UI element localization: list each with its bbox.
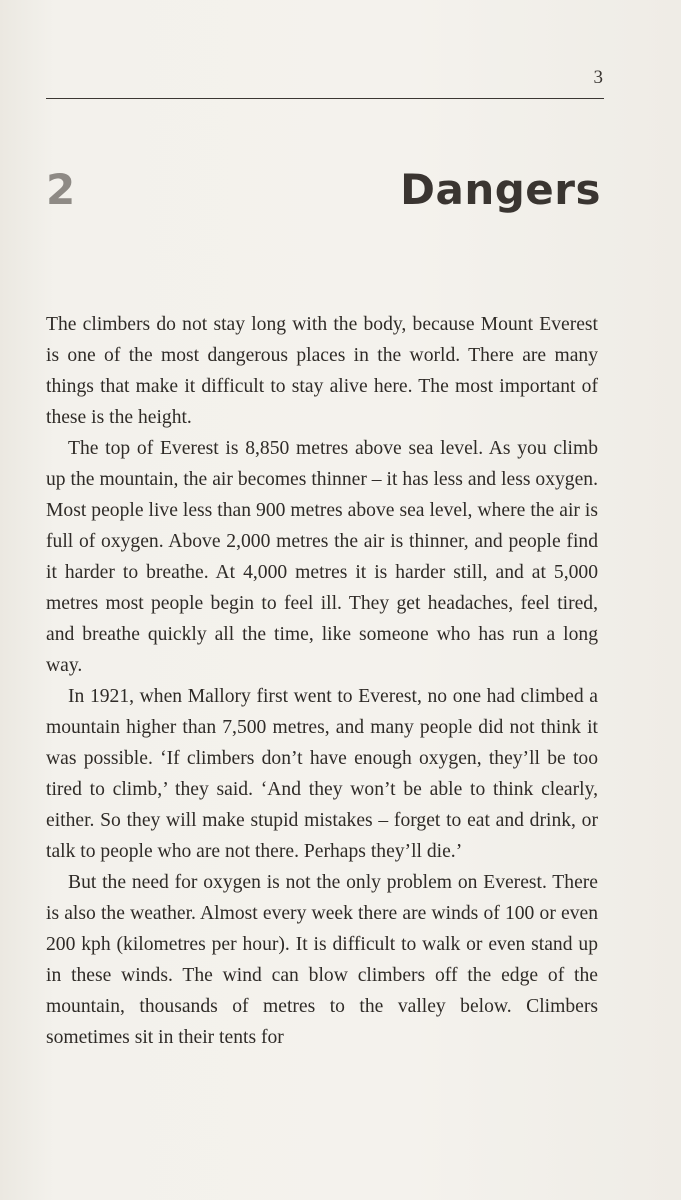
chapter-number: 2 <box>46 165 76 214</box>
paragraph-2: The top of Everest is 8,850 metres above sea level. As you climb up the mountain, the air becomes thinner – it has less and less oxygen. Most people live less than 900 metres above sea level, where the air is full of oxygen. Above 2,000 metres the air is thinner, and people find it harder to breathe. At 4,000 metres it is harder still, and at 5,000 metres most people begin to feel ill. They get headaches, feel tired, and breathe quickly all the time, like someone who has run a long way. <box>46 438 598 676</box>
chapter-title: Dangers <box>400 165 601 214</box>
page-number: 3 <box>593 67 603 88</box>
paragraph-1: The climbers do not stay long with the body, because Mount Everest is one of the most dangerous places in the world. There are many things that make it difficult to stay alive here. The most important of these is the height. <box>46 314 598 428</box>
chapter-body <box>46 309 598 1053</box>
paragraph-4: But the need for oxygen is not the only problem on Everest. There is also the weather. Almost every week there are winds of 100 or even 200 kph (kilometres per hour). It is difficult to walk or even stand up in these winds. The wind can blow climbers off the edge of the mountain, thousands of metres to the valley below. Climbers sometimes sit in their tents for <box>46 872 598 1048</box>
paragraph-3: In 1921, when Mallory first went to Everest, no one had climbed a mountain higher than 7,500 metres, and many people did not think it was possible. ‘If climbers don’t have enough oxygen, they’ll be too tired to climb,’ they said. ‘And they won’t be able to think clearly, either. So they will make stupid mistakes – forget to eat and drink, or talk to people who are not there. Perhaps they’ll die.’ <box>46 686 598 862</box>
header-rule <box>46 98 604 99</box>
